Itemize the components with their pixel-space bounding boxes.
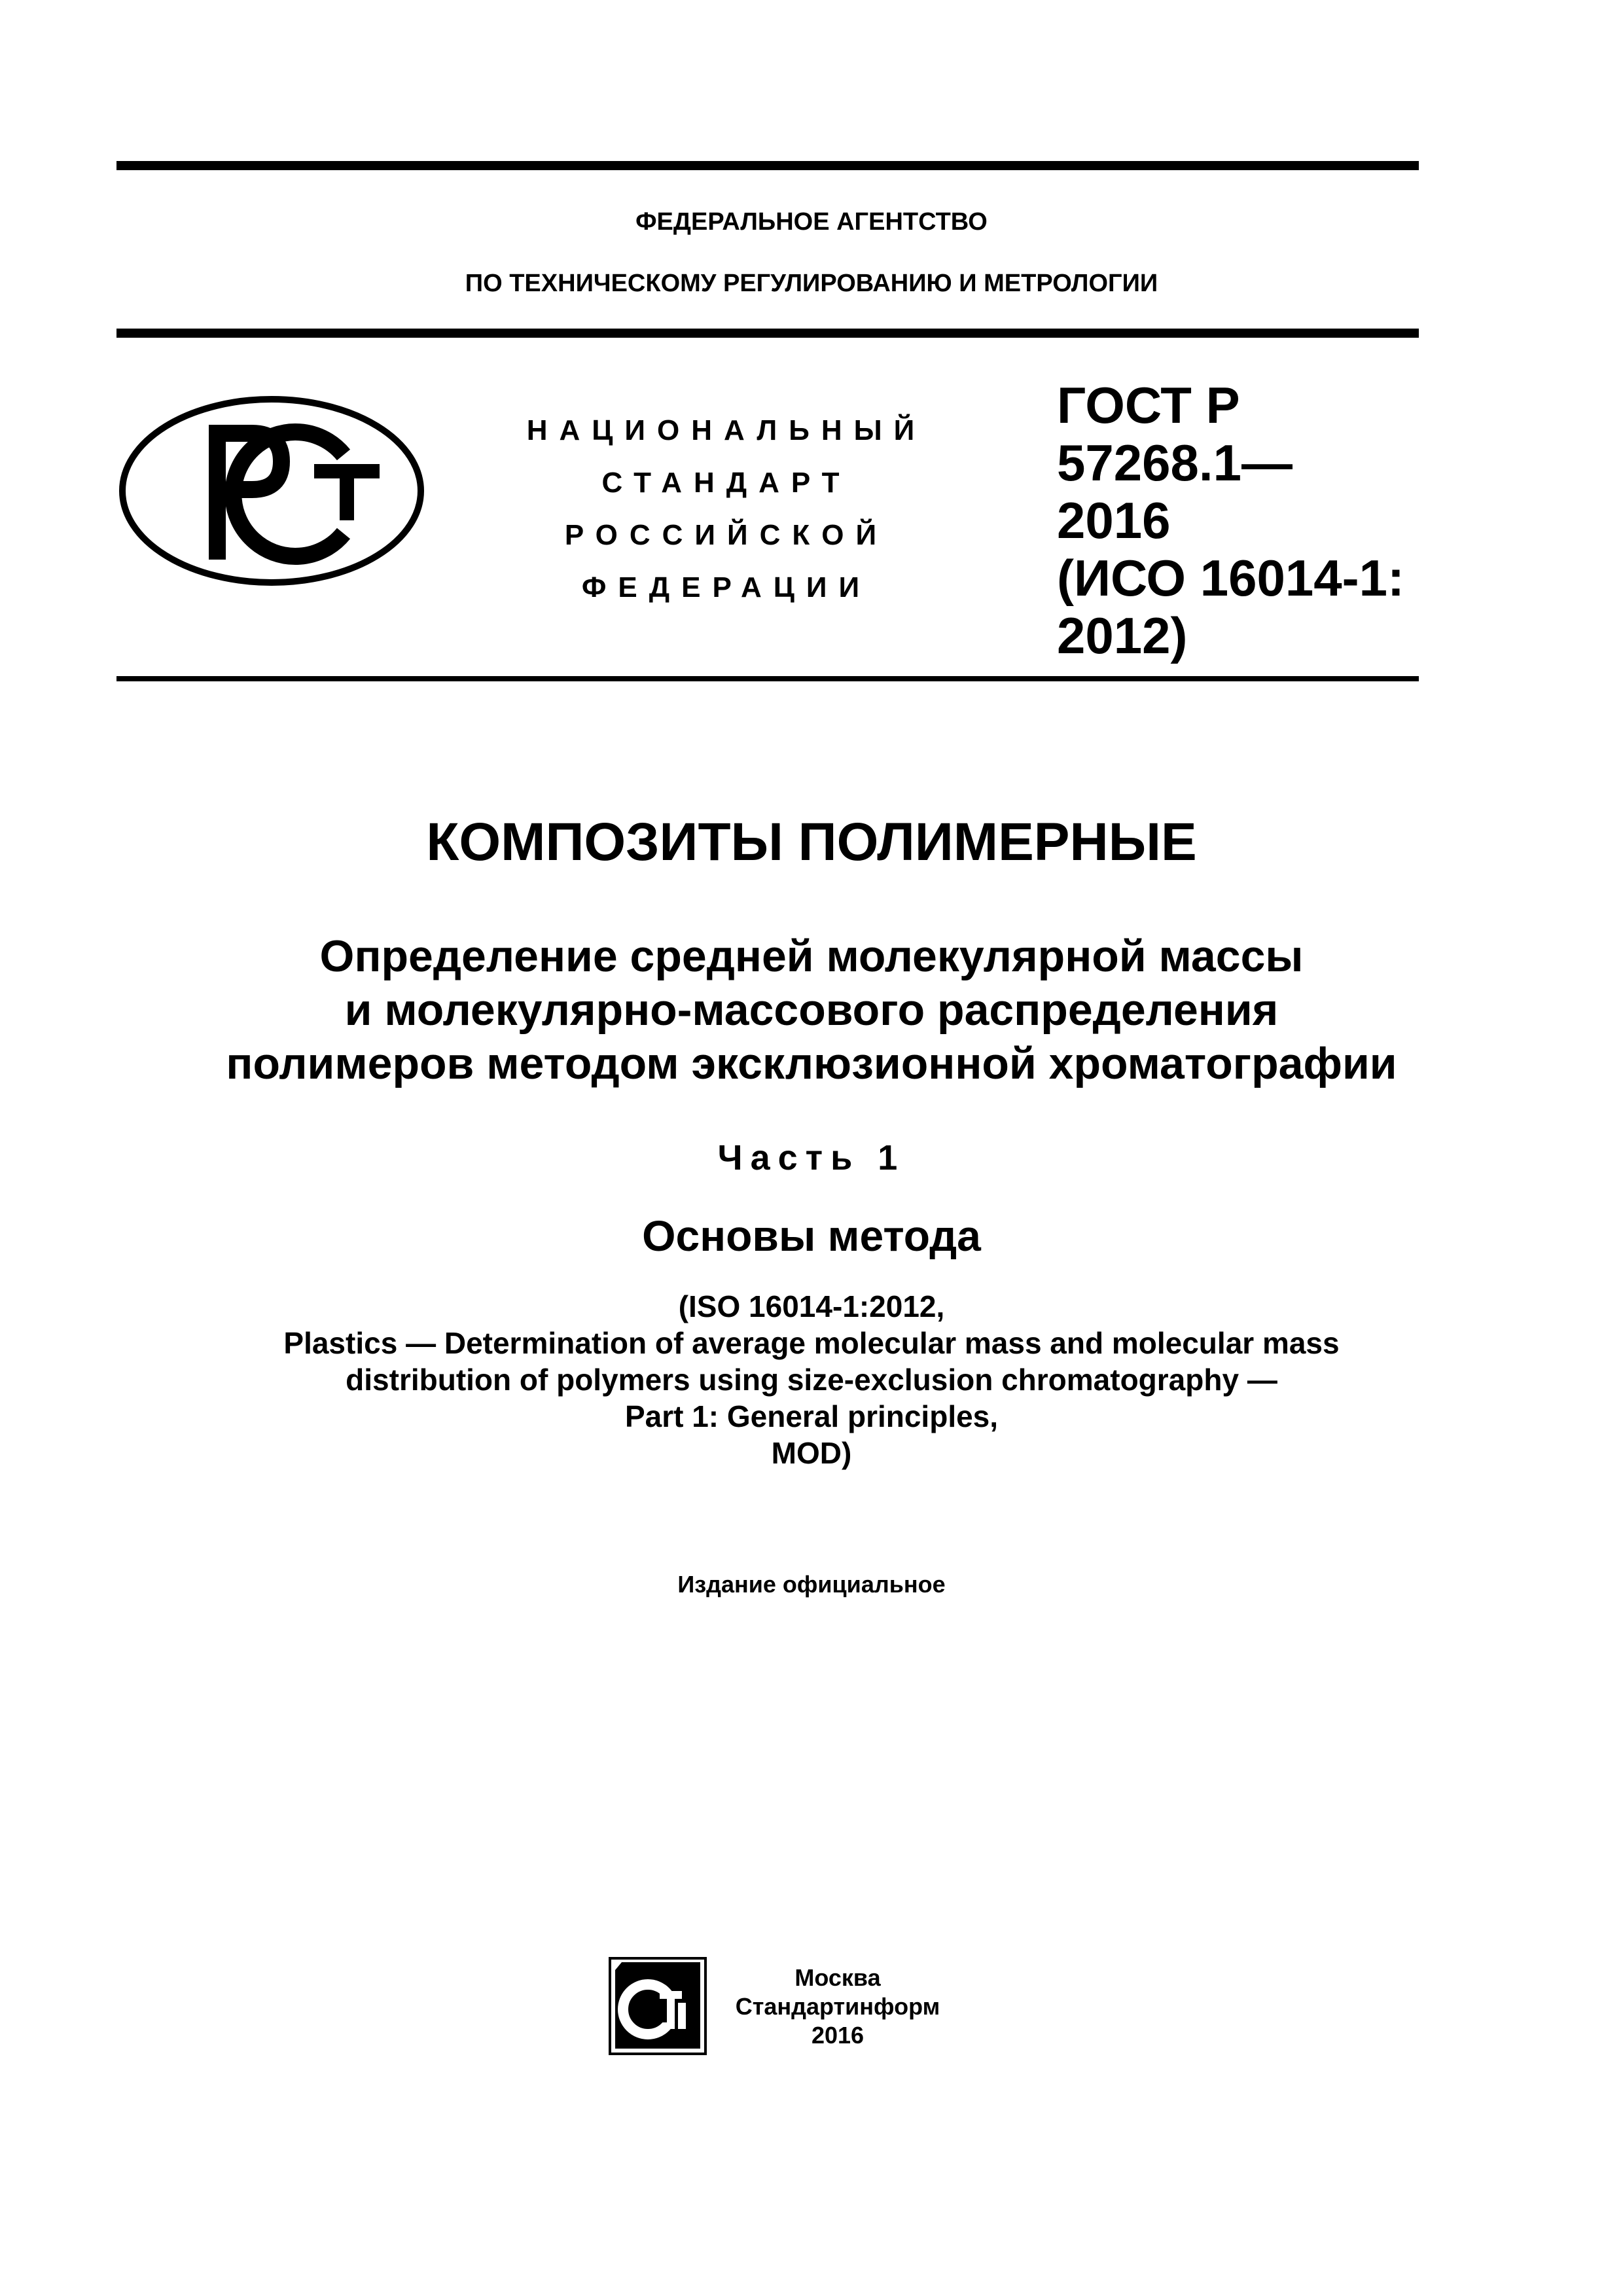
subtitle-line-2: и молекулярно-массового распределения [344,985,1279,1035]
code-line-2: 57268.1— [1057,434,1293,492]
publisher-year: 2016 [811,2022,865,2049]
document-title: КОМПОЗИТЫ ПОЛИМЕРНЫЕ [426,812,1197,872]
header-rule [116,329,1419,338]
iso-line-2: Plastics — Determination of average molecular mass and molecular mass [283,1326,1340,1360]
code-rule [116,676,1419,681]
part-number: Часть 1 [717,1138,906,1177]
national-line-4: ФЕДЕРАЦИИ [581,571,872,603]
code-line-4: (ИСО 16014-1: [1057,549,1404,607]
sti-logo [609,1957,707,2055]
iso-line-3: distribution of polymers using size-exclusion chromatography — [346,1363,1277,1397]
document-subtitle [0,929,1623,1090]
top-rule [116,161,1419,170]
iso-line-4: Part 1: General principles, [624,1399,999,1433]
code-line-5: 2012) [1057,607,1188,664]
publisher-info [726,1964,949,2050]
agency-line-2: ПО ТЕХНИЧЕСКОМУ РЕГУЛИРОВАНИЮ И МЕТРОЛОГИИ [465,270,1158,297]
subtitle-line-3: полимеров методом эксклюзионной хроматографии [226,1039,1397,1088]
iso-line-5: MOD) [771,1436,852,1470]
publisher-name: Стандартинформ [735,1993,940,2020]
edition-note: Издание официальное [677,1571,946,1598]
national-line-2: СТАНДАРТ [601,467,851,499]
standard-code [1057,376,1404,664]
part-name: Основы метода [642,1211,981,1260]
agency-line-1: ФЕДЕРАЛЬНОЕ АГЕНТСТВО [635,208,988,236]
iso-reference [0,1288,1623,1471]
national-line-3: РОССИЙСКОЙ [564,519,889,551]
rst-logo [118,393,425,589]
code-line-3: 2016 [1057,492,1171,549]
national-line-1: НАЦИОНАЛЬНЫЙ [526,414,927,446]
iso-line-1: (ISO 16014-1:2012, [678,1289,945,1323]
code-line-1: ГОСТ Р [1057,376,1240,434]
publisher-city: Москва [794,1964,881,1991]
national-standard-block [504,404,949,614]
subtitle-line-1: Определение средней молекулярной массы [319,931,1304,981]
